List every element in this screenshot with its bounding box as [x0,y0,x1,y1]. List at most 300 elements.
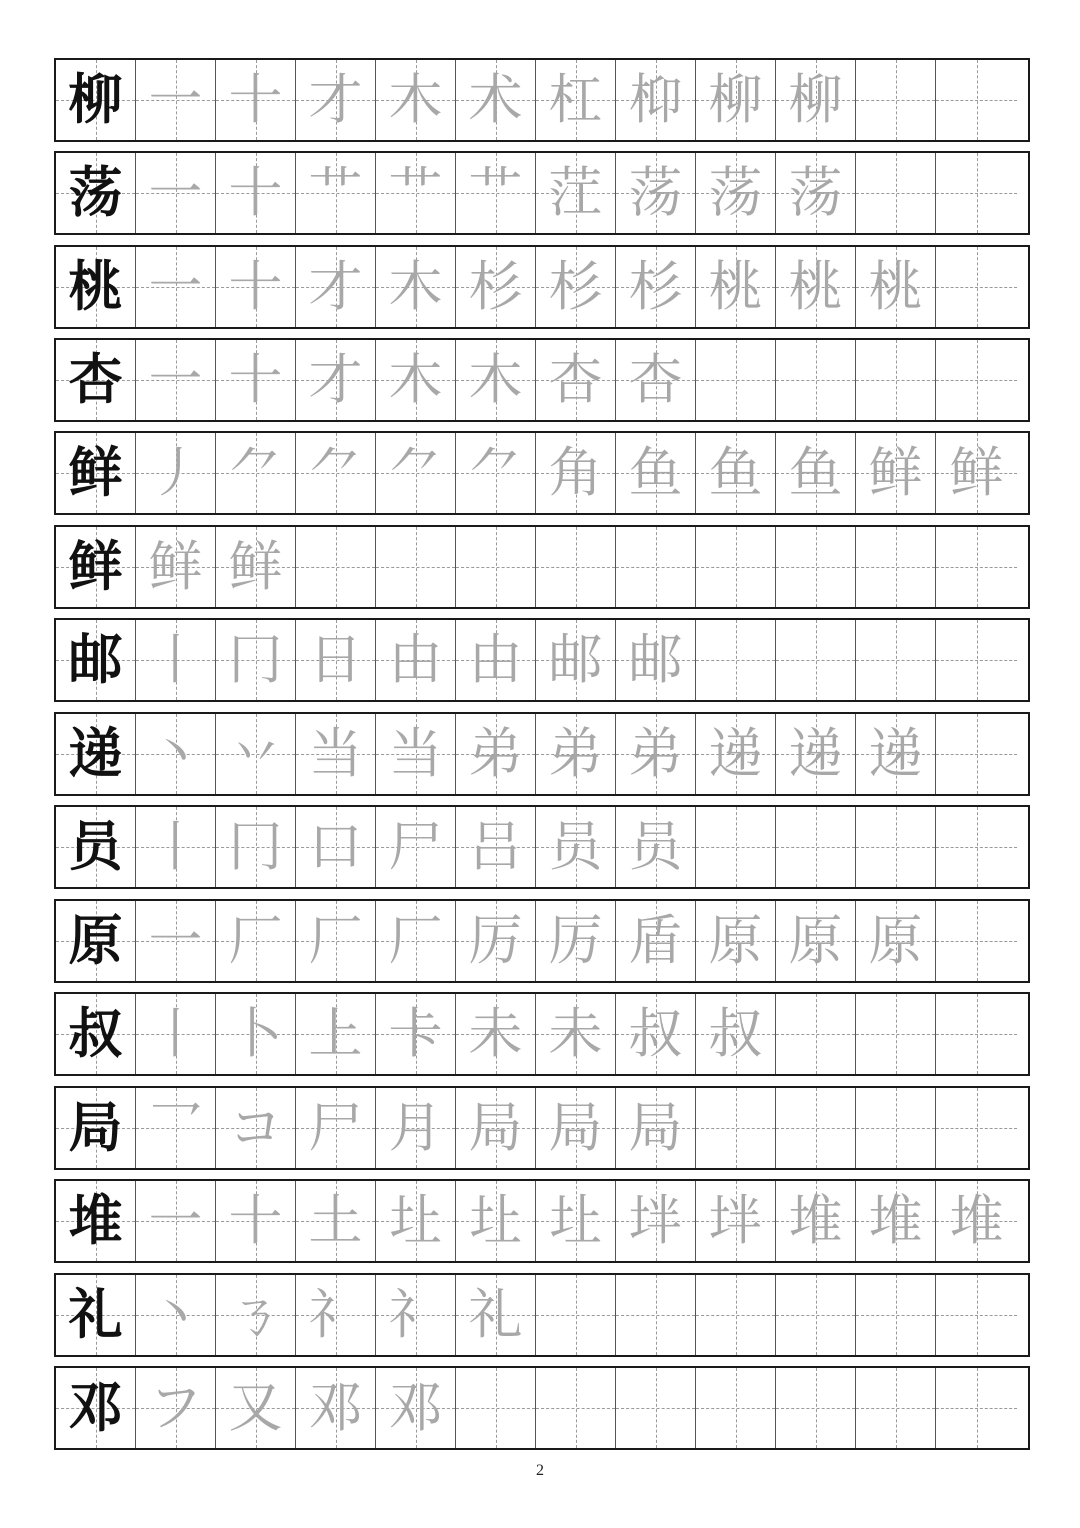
practice-cell [456,60,536,140]
model-character: 邮 [68,628,123,691]
practice-cell [536,527,616,607]
model-character: 礼 [68,1283,123,1346]
practice-cell [936,994,1017,1074]
practice-cell [776,60,856,140]
model-character: 杏 [68,348,123,411]
stroke-step: 员 [628,815,683,878]
practice-cell [616,60,696,140]
practice-cell [296,807,376,887]
practice-cell [216,620,296,700]
practice-cell [936,340,1017,420]
stroke-step: 鱼 [628,441,683,504]
practice-cell [936,1368,1017,1448]
practice-cell [616,807,696,887]
stroke-step: 鱼 [788,441,843,504]
stroke-step: 杏 [628,348,683,411]
practice-cell [856,1181,936,1261]
stroke-step: 柳 [708,68,763,131]
stroke-step: 桃 [868,255,923,318]
stroke-step: 一 [148,68,203,131]
practice-cell [136,1181,216,1261]
practice-cell [136,901,216,981]
stroke-step: 卜 [228,1002,283,1065]
practice-cell [936,714,1017,794]
model-character-cell [56,620,136,700]
stroke-step: 口 [308,815,363,878]
practice-cell [696,433,776,513]
stroke-step: 十 [228,68,283,131]
practice-cell [456,714,536,794]
practice-cell [856,1088,936,1168]
practice-cell [776,1181,856,1261]
practice-cell [216,901,296,981]
practice-cell [696,714,776,794]
practice-cell [936,247,1017,327]
practice-cell [776,807,856,887]
stroke-step: 丶 [148,722,203,785]
stroke-step: 弟 [628,722,683,785]
practice-cell [456,153,536,233]
stroke-step: 叔 [628,1002,683,1065]
stroke-step: 木 [388,255,443,318]
stroke-step: 厂 [388,909,443,972]
practice-cell [296,1181,376,1261]
practice-cell [936,1088,1017,1168]
practice-cell [696,1181,776,1261]
stroke-step: 递 [788,722,843,785]
practice-cell [776,527,856,607]
stroke-step: 月 [388,1096,443,1159]
practice-row [54,712,1030,796]
practice-cell [696,153,776,233]
practice-cell [376,1181,456,1261]
practice-cell [616,247,696,327]
practice-cell [696,527,776,607]
stroke-step: 堆 [868,1189,923,1252]
stroke-step: 鲜 [148,535,203,598]
stroke-step: 一 [148,255,203,318]
practice-cell [856,60,936,140]
model-character: 局 [68,1096,123,1159]
model-character-cell [56,714,136,794]
model-character: 递 [68,722,123,785]
practice-cell [296,901,376,981]
model-character-cell [56,340,136,420]
practice-cell [936,433,1017,513]
practice-cell [136,433,216,513]
practice-cell [536,1368,616,1448]
practice-cell [296,1368,376,1448]
page-number: 2 [536,1462,544,1479]
practice-cell [216,994,296,1074]
practice-cell [616,153,696,233]
practice-cell [296,153,376,233]
practice-cell [296,60,376,140]
stroke-step: 荡 [708,161,763,224]
stroke-step: 荡 [788,161,843,224]
stroke-step: 堆 [949,1189,1004,1252]
practice-cell [616,1275,696,1355]
stroke-step: 才 [308,68,363,131]
practice-cell [856,527,936,607]
practice-row [54,151,1030,235]
model-character-cell [56,994,136,1074]
practice-cell [216,60,296,140]
stroke-step: 茳 [548,161,603,224]
practice-row [54,338,1030,422]
stroke-step: 盾 [628,909,683,972]
model-character-cell [56,901,136,981]
model-character-cell [56,527,136,607]
practice-cell [376,60,456,140]
practice-cell [216,433,296,513]
practice-cell [696,901,776,981]
practice-cell [776,714,856,794]
practice-cell [296,1088,376,1168]
stroke-step: 鲜 [228,535,283,598]
stroke-step: 十 [228,255,283,318]
stroke-step: 杉 [468,255,523,318]
practice-cell [136,153,216,233]
practice-cell [376,714,456,794]
practice-cell [216,1275,296,1355]
stroke-step: 术 [468,68,523,131]
stroke-step: 叔 [708,1002,763,1065]
practice-cell [776,340,856,420]
stroke-step: 艹 [308,161,363,224]
stroke-step: 当 [308,722,363,785]
practice-cell [856,714,936,794]
stroke-step: 木 [388,348,443,411]
stroke-step: 堆 [788,1189,843,1252]
practice-cell [536,433,616,513]
practice-cell [696,1275,776,1355]
stroke-step: ⺈ [228,441,283,504]
practice-cell [536,153,616,233]
model-character-cell [56,153,136,233]
practice-cell [536,247,616,327]
stroke-step: 递 [868,722,923,785]
practice-cell [296,433,376,513]
practice-cell [456,1088,536,1168]
stroke-step: 原 [868,909,923,972]
stroke-step: 丨 [148,815,203,878]
practice-cell [616,340,696,420]
model-character: 叔 [68,1002,123,1065]
practice-cell [376,994,456,1074]
stroke-step: 丨 [148,1002,203,1065]
stroke-step: 角 [548,441,603,504]
stroke-step: 冂 [228,628,283,691]
practice-cell [616,714,696,794]
model-character: 原 [68,909,123,972]
practice-cell [696,60,776,140]
stroke-step: 由 [468,628,523,691]
practice-cell [856,153,936,233]
practice-cell [856,620,936,700]
practice-row [54,431,1030,515]
practice-cell [536,714,616,794]
practice-cell [856,1275,936,1355]
practice-cell [136,994,216,1074]
practice-cell [376,1368,456,1448]
stroke-step: 杉 [548,255,603,318]
stroke-step: 艹 [388,161,443,224]
stroke-step: 递 [708,722,763,785]
practice-cell [376,807,456,887]
stroke-step: 弟 [468,722,523,785]
stroke-step: 坢 [708,1189,763,1252]
practice-cell [936,1275,1017,1355]
stroke-step: 礻 [388,1283,443,1346]
practice-cell [696,807,776,887]
stroke-step: 桃 [708,255,763,318]
stroke-step: 局 [548,1096,603,1159]
practice-cell [456,620,536,700]
model-character: 桃 [68,255,123,318]
stroke-step: 坢 [628,1189,683,1252]
stroke-step: 土 [308,1189,363,1252]
practice-cell [776,1088,856,1168]
practice-cell [136,1088,216,1168]
practice-cell [456,1181,536,1261]
practice-cell [136,1275,216,1355]
practice-cell [456,1275,536,1355]
stroke-step: 十 [228,161,283,224]
stroke-step: 冂 [228,815,283,878]
practice-cell [776,901,856,981]
stroke-step: 又 [228,1376,283,1439]
practice-cell [136,340,216,420]
stroke-step: 未 [468,1002,523,1065]
practice-cell [216,153,296,233]
practice-cell [376,527,456,607]
practice-cell [856,1368,936,1448]
practice-cell [776,1368,856,1448]
practice-cell [936,1181,1017,1261]
model-character: 鲜 [68,441,123,504]
model-character-cell [56,1275,136,1355]
stroke-step: 一 [148,348,203,411]
practice-cell [376,1088,456,1168]
practice-row [54,245,1030,329]
practice-cell [936,527,1017,607]
model-character-cell [56,807,136,887]
stroke-step: 尸 [388,815,443,878]
practice-cell [696,994,776,1074]
stroke-step: 一 [148,909,203,972]
practice-cell [136,1368,216,1448]
practice-cell [776,247,856,327]
practice-cell [376,620,456,700]
stroke-step: ⺈ [388,441,443,504]
practice-row [54,992,1030,1076]
practice-cell [536,340,616,420]
practice-row [54,618,1030,702]
stroke-step: 丶 [148,1283,203,1346]
practice-cell [536,994,616,1074]
stroke-step: 丿 [148,441,203,504]
practice-cell [456,807,536,887]
stroke-step: 木 [388,68,443,131]
stroke-step: 十 [228,1189,283,1252]
stroke-step: 日 [308,628,363,691]
stroke-step: 员 [548,815,603,878]
practice-cell [536,807,616,887]
model-character-cell [56,247,136,327]
stroke-step: 吕 [468,815,523,878]
practice-cell [536,1275,616,1355]
model-character: 邓 [68,1376,123,1439]
practice-cell [936,60,1017,140]
practice-cell [536,60,616,140]
stroke-step: 桃 [788,255,843,318]
practice-cell [696,1088,776,1168]
practice-cell [456,340,536,420]
practice-cell [296,340,376,420]
stroke-step: 邓 [388,1376,443,1439]
stroke-step: 局 [628,1096,683,1159]
practice-cell [296,247,376,327]
stroke-step: 鲜 [949,441,1004,504]
model-character-cell [56,1368,136,1448]
practice-row [54,1179,1030,1263]
practice-cell [856,994,936,1074]
model-character: 柳 [68,68,123,131]
practice-cell [136,620,216,700]
practice-cell [536,901,616,981]
stroke-step: 柳 [788,68,843,131]
stroke-step: 艹 [468,161,523,224]
practice-cell [536,620,616,700]
practice-cell [456,994,536,1074]
practice-row [54,525,1030,609]
practice-cell [856,901,936,981]
stroke-step: 当 [388,722,443,785]
stroke-step: 一 [148,161,203,224]
practice-cell [936,901,1017,981]
stroke-step: 厉 [468,909,523,972]
practice-cell [216,714,296,794]
stroke-step: 才 [308,348,363,411]
practice-cell [216,247,296,327]
practice-cell [536,1088,616,1168]
practice-cell [216,1181,296,1261]
stroke-step: 邮 [548,628,603,691]
practice-cell [776,1275,856,1355]
stroke-step: 乛 [148,1096,203,1159]
stroke-step: 厉 [548,909,603,972]
stroke-step: 枊 [628,68,683,131]
practice-cell [216,340,296,420]
practice-cell [936,153,1017,233]
practice-cell [616,1181,696,1261]
stroke-step: 一 [148,1189,203,1252]
stroke-step: 圵 [388,1189,443,1252]
stroke-step: 礼 [468,1283,523,1346]
model-character-cell [56,1088,136,1168]
stroke-step: ⺈ [308,441,363,504]
practice-cell [376,1275,456,1355]
practice-row [54,1366,1030,1450]
practice-cell [296,620,376,700]
stroke-step: 弟 [548,722,603,785]
stroke-step: 原 [788,909,843,972]
model-character: 员 [68,815,123,878]
practice-cell [456,1368,536,1448]
practice-cell [696,1368,776,1448]
model-character: 荡 [68,161,123,224]
practice-cell [376,153,456,233]
practice-cell [216,807,296,887]
stroke-step: 原 [708,909,763,972]
practice-cell [776,153,856,233]
practice-cell [296,994,376,1074]
practice-row [54,805,1030,889]
model-character-cell [56,433,136,513]
practice-cell [296,1275,376,1355]
stroke-step: 十 [228,348,283,411]
stroke-step: 杠 [548,68,603,131]
stroke-step: 鱼 [708,441,763,504]
model-character: 鲜 [68,535,123,598]
stroke-step: 厂 [308,909,363,972]
practice-cell [776,433,856,513]
practice-cell [216,1088,296,1168]
practice-cell [136,247,216,327]
practice-cell [616,433,696,513]
practice-cell [856,807,936,887]
practice-cell [856,340,936,420]
practice-row [54,1086,1030,1170]
stroke-step: 荡 [628,161,683,224]
stroke-step: 鲜 [868,441,923,504]
stroke-step: 杏 [548,348,603,411]
stroke-step: 上 [308,1002,363,1065]
stroke-step: ⺈ [468,441,523,504]
practice-cell [696,620,776,700]
practice-cell [856,247,936,327]
practice-row [54,58,1030,142]
practice-cell [216,527,296,607]
stroke-step: 局 [468,1096,523,1159]
practice-cell [616,527,696,607]
practice-cell [456,433,536,513]
practice-cell [616,1088,696,1168]
stroke-step: 丷 [228,722,283,785]
practice-cell [616,620,696,700]
stroke-step: 由 [388,628,443,691]
practice-cell [936,620,1017,700]
stroke-step: 圵 [468,1189,523,1252]
practice-cell [296,714,376,794]
practice-cell [616,1368,696,1448]
stroke-step: 木 [468,348,523,411]
stroke-step: ㄋ [228,1283,283,1346]
practice-row [54,899,1030,983]
practice-cell [616,901,696,981]
practice-cell [936,807,1017,887]
practice-cell [536,1181,616,1261]
practice-cell [136,714,216,794]
stroke-step: フ [148,1376,203,1439]
practice-cell [776,994,856,1074]
practice-cell [136,527,216,607]
practice-cell [456,527,536,607]
practice-cell [376,901,456,981]
stroke-step: 卡 [388,1002,443,1065]
practice-cell [696,340,776,420]
